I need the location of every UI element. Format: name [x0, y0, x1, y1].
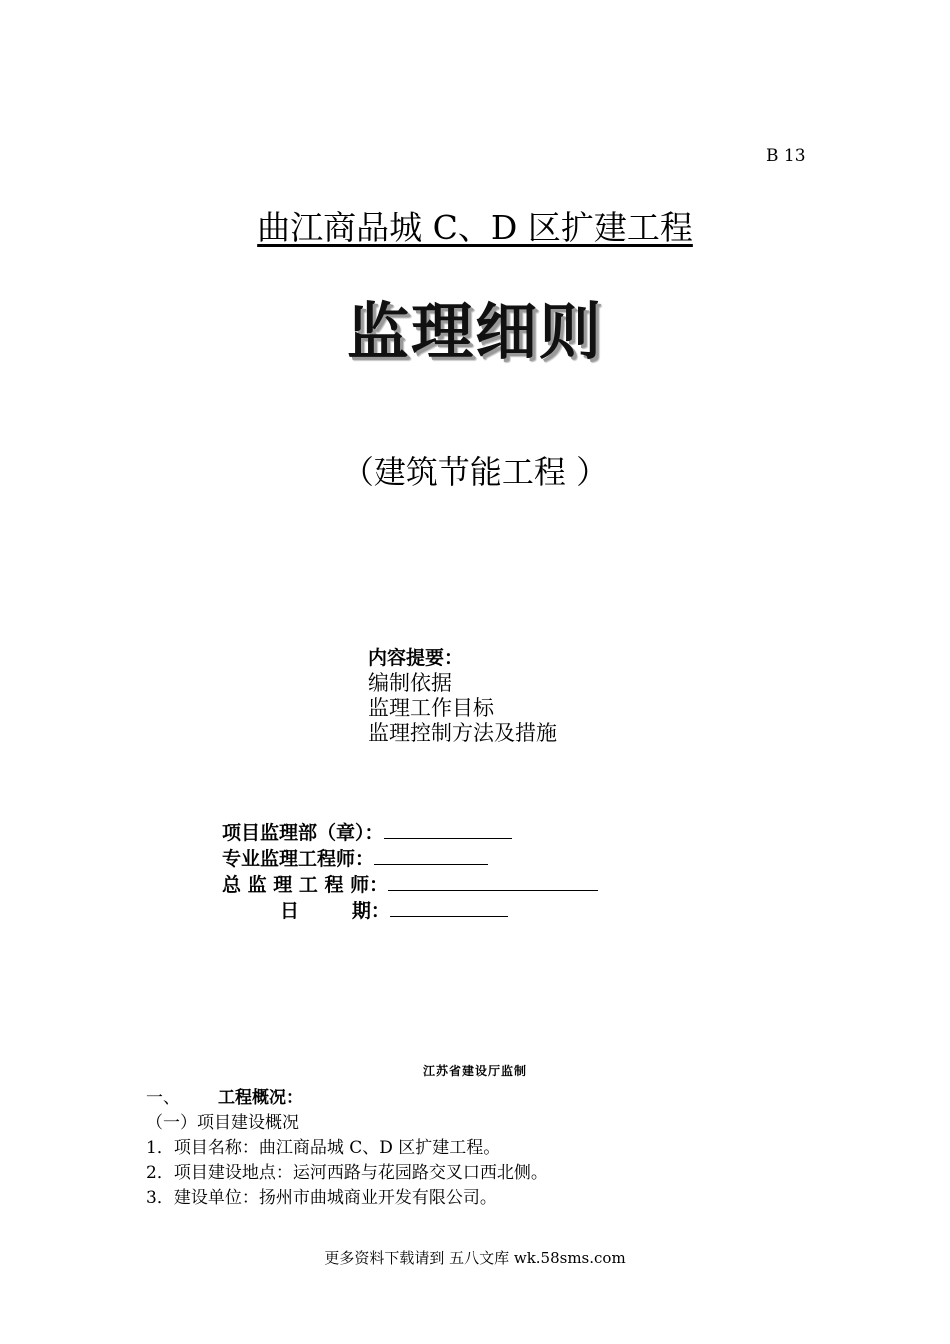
summary-heading: 内容提要：: [368, 647, 464, 669]
signature-label: 项目监理部（章）：: [222, 822, 384, 844]
summary-item: 监理工作目标: [368, 696, 494, 720]
document-code: B 13: [766, 146, 806, 166]
list-item: 3．建设单位：扬州市曲城商业开发有限公司。: [146, 1188, 497, 1208]
signature-line-dept: [222, 818, 512, 845]
signature-line-engineer: [222, 844, 488, 871]
list-item: 1．项目名称：曲江商品城 C、D 区扩建工程。: [146, 1138, 501, 1158]
footer: 更多资料下载请到 五八文库 wk.58sms.com: [324, 1249, 626, 1267]
list-item: 2．项目建设地点：运河西路与花园路交叉口西北侧。: [146, 1163, 548, 1183]
summary-block: [368, 646, 557, 746]
section-title: 工程概况：: [218, 1088, 303, 1108]
signature-blank[interactable]: [374, 846, 488, 865]
section-heading: [146, 1083, 303, 1108]
summary-item: 监理控制方法及措施: [368, 721, 557, 745]
signature-label: 总 监 理 工 程 师：: [222, 874, 389, 896]
signature-line-chief: [222, 870, 598, 897]
subtitle: （建筑节能工程 ）: [341, 453, 609, 491]
signature-blank[interactable]: [388, 872, 598, 891]
signature-label: 专业监理工程师：: [222, 848, 375, 870]
signature-blank[interactable]: [390, 898, 508, 917]
signature-line-date: [280, 896, 508, 923]
subsection-heading: （一）项目建设概况: [146, 1113, 299, 1133]
issuer: 江苏省建设厅监制: [422, 1064, 527, 1078]
project-title: 曲江商品城 C、D 区扩建工程: [257, 208, 693, 247]
main-title: 监理细则: [346, 295, 603, 368]
signature-blank[interactable]: [384, 820, 512, 839]
section-number: 一、: [146, 1088, 180, 1108]
summary-item: 编制依据: [368, 671, 452, 695]
signature-label: 日 期：: [280, 900, 390, 922]
